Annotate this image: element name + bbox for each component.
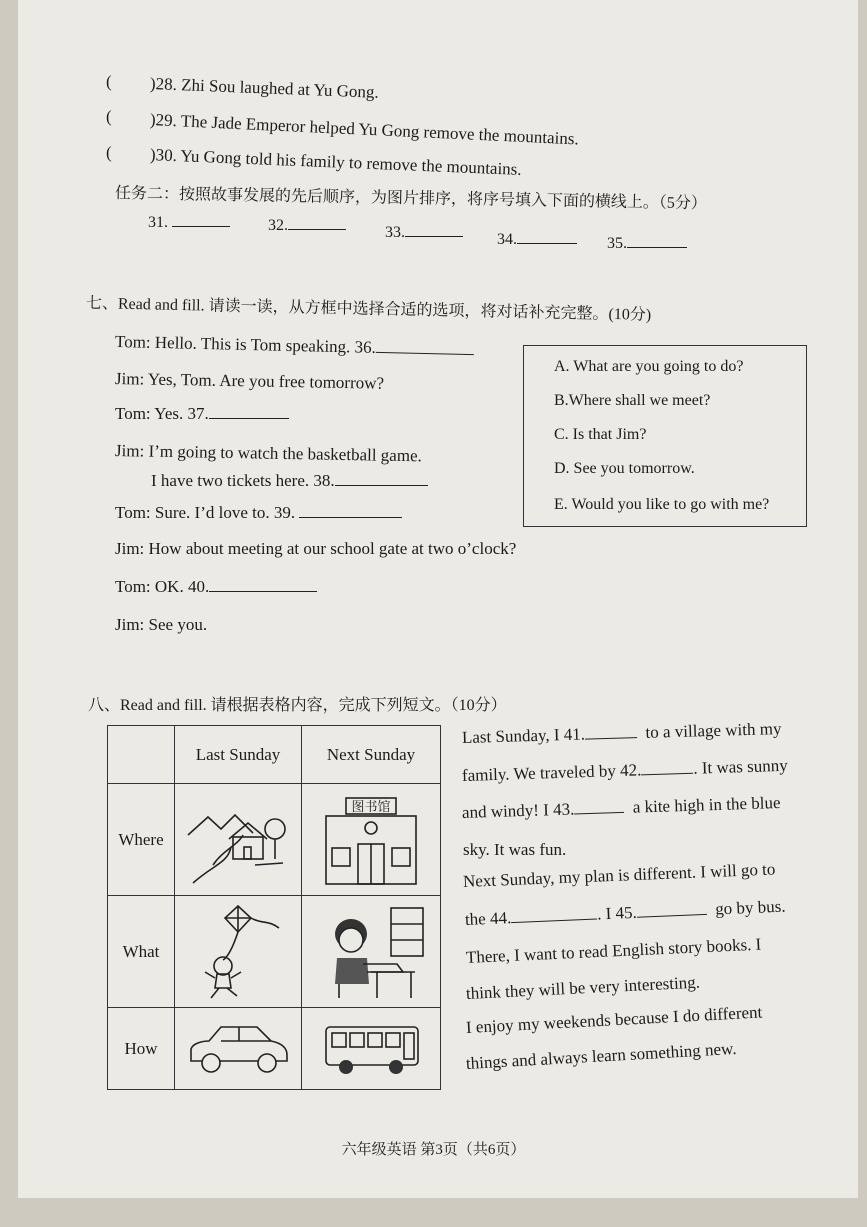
blank-35: 35.: [607, 233, 687, 253]
blank-34: 34.: [497, 229, 577, 249]
question-29: )29. The Jade Emperor helped Yu Gong remove the mountains.: [149, 110, 580, 149]
dialogue-line-4: Jim: I’m going to watch the basketball game.: [114, 441, 423, 466]
row-label-what: What: [108, 896, 175, 1008]
dialogue-line-2: Jim: Yes, Tom. Are you free tomorrow?: [114, 369, 385, 393]
header-next-sunday: Next Sunday: [302, 726, 441, 784]
section8-heading: 八、Read and fill. 请根据表格内容，完成下列短文。（10分）: [88, 697, 507, 714]
passage-line-3: and windy! I 43. a kite high in the blue: [461, 792, 781, 822]
paren-30: (: [106, 143, 112, 162]
dialogue-line-5: I have two tickets here. 38.: [151, 471, 428, 491]
section7-heading: 七、Read and fill. 请读一读，从方框中选择合适的选项，将对话补充完整。(10分): [85, 295, 652, 324]
passage-line-8: think they will be very interesting.: [465, 972, 701, 1003]
option-b: B.Where shall we meet?: [554, 392, 711, 409]
info-table: [107, 725, 441, 1090]
dialogue-line-6: Tom: Sure. I’d love to. 39.: [115, 503, 402, 523]
passage-line-6: the 44. . I 45. go by bus.: [464, 896, 786, 929]
kite-picture: [175, 896, 302, 1008]
library-picture: [302, 784, 441, 896]
passage-line-2: family. We traveled by 42. . It was sunny: [461, 755, 789, 785]
dialogue-line-9: Jim: See you.: [115, 615, 208, 634]
bus-picture: [302, 1008, 441, 1090]
passage-line-1: Last Sunday, I 41. to a village with my: [461, 719, 782, 747]
dialogue-line-1: Tom: Hello. This is Tom speaking. 36.: [115, 332, 474, 360]
dialogue-line-8: Tom: OK. 40.: [115, 577, 317, 597]
blank-31: 31.: [148, 212, 230, 232]
page-footer: 六年级英语 第3页（共6页）: [341, 1142, 526, 1158]
village-picture: [175, 784, 302, 896]
passage-line-7: There, I want to read English story books. I: [465, 934, 762, 967]
task2-instruction: 任务二：按照故事发展的先后顺序，为图片排序，将序号填入下面的横线上。（5分）: [114, 185, 708, 213]
car-picture: [175, 1008, 302, 1090]
library-sign: 图书馆: [351, 799, 391, 815]
option-d: D. See you tomorrow.: [554, 460, 695, 477]
dialogue-line-3: Tom: Yes. 37.: [115, 404, 289, 424]
dialogue-line-7: Jim: How about meeting at our school gate at two o’clock?: [115, 539, 517, 558]
option-c: C. Is that Jim?: [554, 426, 647, 443]
reading-picture: [302, 896, 441, 1008]
paren-29: (: [106, 107, 112, 126]
header-last-sunday: Last Sunday: [175, 726, 302, 784]
options-box: [523, 345, 807, 527]
row-label-how: How: [108, 1008, 175, 1090]
passage-line-5: Next Sunday, my plan is different. I will go to: [462, 859, 776, 891]
blank-32: 32.: [268, 215, 346, 235]
question-28: )28. Zhi Sou laughed at Yu Gong.: [149, 74, 380, 102]
passage-line-10: things and always learn something new.: [465, 1038, 737, 1073]
paren-28: (: [106, 72, 112, 91]
option-e: E. Would you like to go with me?: [554, 496, 770, 513]
row-label-where: Where: [108, 784, 175, 896]
option-a: A. What are you going to do?: [554, 358, 744, 375]
passage-line-4: sky. It was fun.: [463, 840, 567, 859]
blank-33: 33.: [385, 222, 463, 242]
passage-line-9: I enjoy my weekends because I do different: [465, 1002, 763, 1037]
table-corner: [108, 726, 175, 784]
question-30: )30. Yu Gong told his family to remove the mountains.: [149, 145, 523, 179]
